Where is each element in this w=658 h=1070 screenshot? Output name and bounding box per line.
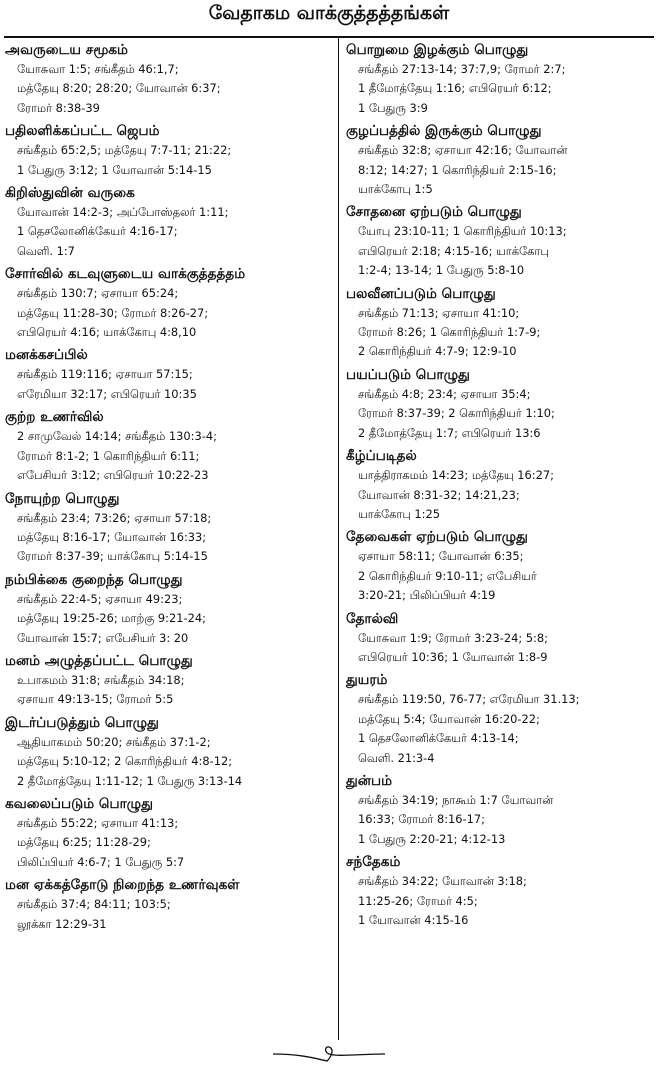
topic-section (5, 713, 333, 791)
verse-line: சங்கீதம் 65:2,5; மத்தேயு 7:7-11; 21:22; (17, 143, 232, 158)
verse-line: யோவான் 15:7; எபேசியர் 3: 20 (17, 630, 189, 645)
verse-line: மத்தேயு 8:20; 28:20; யோவான் 6:37; (17, 81, 221, 96)
page-title: வேதாகம வாக்குத்தத்தங்கள் (208, 2, 450, 24)
topic-section (5, 570, 333, 648)
verse-line: யோவான் 8:31-32; 14:21,23; (358, 487, 520, 502)
verse-line: 1 பேதுரு 3:9 (358, 100, 428, 115)
verse-line: ரோமர் 8:37-39; 2 கொரிந்தியர் 1:10; (358, 406, 555, 421)
topic-section (5, 489, 333, 567)
verse-line: சங்கீதம் 71:13; ஏசாயா 41:10; (358, 305, 520, 320)
verse-line: யாத்திராகமம் 14:23; மத்தேயு 16:27; (358, 468, 554, 483)
title-rule (4, 36, 654, 38)
topic-section (5, 794, 333, 872)
verse-line: யாக்கோபு 1:5 (358, 182, 433, 197)
topic-section (346, 527, 654, 605)
topic-section (346, 202, 654, 280)
verse-line: ஆதியாகமம் 50:20; சங்கீதம் 37:1-2; (17, 734, 211, 749)
verse-line: ரோமர் 8:37-39; யாக்கோபு 5:14-15 (17, 549, 208, 564)
verse-line: 2 தீமோத்தேயு 1:7; எபிரெயர் 13:6 (358, 425, 541, 440)
topic-heading: நம்பிக்கை குறைந்த பொழுது (5, 571, 183, 588)
verse-line: 1 யோவான் 4:15-16 (358, 913, 469, 927)
topic-section (5, 40, 333, 118)
verse-line: ரோமர் 8:26; 1 கொரிந்தியர் 1:7-9; (358, 325, 541, 340)
verse-line: சங்கீதம் 37:4; 84:11; 103:5; (17, 897, 171, 912)
verse-line: 2 கொரிந்தியர் 9:10-11; எபேசியர் (358, 568, 537, 583)
topic-section (346, 446, 654, 524)
verse-line: சங்கீதம் 22:4-5; ஏசாயா 49:23; (17, 591, 183, 606)
verse-line: எபிரெயர் 10:36; 1 யோவான் 1:8-9 (358, 649, 548, 664)
verse-line: சங்கீதம் 55:22; ஏசாயா 41:13; (17, 815, 179, 830)
verse-line: 16:33; ரோமர் 8:16-17; (358, 812, 485, 827)
verse-line: சங்கீதம் 130:7; ஏசாயா 65:24; (17, 286, 179, 301)
topic-heading: மனக்கசப்பில் (5, 347, 88, 364)
verse-line: எபேசியர் 3:12; எபிரெயர் 10:22-23 (17, 468, 209, 483)
verse-line: 1 தெசலோனிக்கேயர் 4:13-14; (358, 731, 519, 746)
topic-heading: சோர்வில் கடவுளுடைய வாக்குத்தத்தம் (5, 266, 246, 283)
verse-line: சங்கீதம் 32:8; ஏசாயா 42:16; யோவான் (358, 143, 568, 158)
verse-line: சங்கீதம் 119:50, 76-77; எரேமியா 31.13; (358, 692, 580, 707)
verse-line: மத்தேயு 5:10-12; 2 கொரிந்தியர் 4:8-12; (17, 754, 233, 769)
topic-heading: சோதனை ஏற்படும் பொழுது (346, 204, 522, 221)
topic-section (5, 345, 333, 404)
verse-line: மத்தேயு 5:4; யோவான் 16:20-22; (358, 711, 540, 726)
verse-line: உபாகமம் 31:8; சங்கீதம் 34:18; (17, 672, 185, 687)
verse-line: எபிரெயர் 2:18; 4:15-16; யாக்கோபு (358, 243, 549, 258)
verse-line: லூக்கா 12:29-31 (17, 916, 107, 931)
verse-line: சங்கீதம் 34:22; யோவான் 3:18; (358, 874, 527, 889)
verse-line: ஏசாயா 58:11; யோவான் 6:35; (358, 549, 524, 564)
verse-line: 1 தீமோத்தேயு 1:16; எபிரெயர் 6:12; (358, 81, 552, 96)
verse-line: பிலிப்பியர் 4:6-7; 1 பேதுரு 5:7 (17, 854, 185, 869)
verse-line: சங்கீதம் 23:4; 73:26; ஏசாயா 57:18; (17, 510, 212, 525)
verse-line: யோசுவா 1:9; ரோமர் 3:23-24; 5:8; (358, 630, 548, 645)
topic-section (346, 670, 654, 768)
flourish-divider-icon (0, 1043, 658, 1069)
topic-section (5, 875, 333, 934)
verse-line: ரோமர் 8:1-2; 1 கொரிந்தியர் 6:11; (17, 448, 200, 463)
topic-heading: தேவைகள் ஏற்படும் பொழுது (346, 529, 528, 546)
verse-line: 2 சாமுவேல் 14:14; சங்கீதம் 130:3-4; (17, 429, 217, 444)
topic-heading: பலவீனப்படும் பொழுது (346, 285, 496, 302)
topic-heading: கிறிஸ்துவின் வருகை (5, 185, 135, 202)
right-column (346, 40, 654, 933)
topic-heading: நோயுற்ற பொழுது (5, 490, 120, 507)
topic-heading: மனம் அழுத்தப்பட்ட பொழுது (5, 652, 193, 669)
topic-heading: அவருடைய சமூகம் (5, 42, 129, 58)
verse-line: மத்தேயு 8:16-17; யோவான் 16:33; (17, 529, 207, 544)
verse-line: எரேமியா 32:17; எபிரெயர் 10:35 (17, 386, 197, 401)
topic-heading: பொறுமை இழக்கும் பொழுது (346, 42, 529, 58)
verse-line: 11:25-26; ரோமர் 4:5; (358, 893, 478, 908)
verse-line: ரோமர் 8:38-39 (17, 100, 100, 115)
verse-line: 2 தீமோத்தேயு 1:11-12; 1 பேதுரு 3:13-14 (17, 773, 243, 788)
verse-line: 1:2-4; 13-14; 1 பேதுரு 5:8-10 (358, 263, 525, 278)
verse-line: ஏசாயா 49:13-15; ரோமர் 5:5 (17, 692, 174, 707)
topic-heading: பயப்படும் பொழுது (346, 366, 470, 383)
topic-heading: பதிலளிக்கப்பட்ட ஜெபம் (5, 123, 160, 140)
verse-line: சங்கீதம் 119:116; ஏசாயா 57:15; (17, 367, 193, 382)
topic-heading: குற்ற உணர்வில் (5, 409, 104, 426)
verse-line: சங்கீதம் 34:19; நாகூம் 1:7 யோவான் (358, 792, 554, 807)
verse-line: வெளி. 21:3-4 (358, 750, 435, 765)
topic-heading: தோல்வி (346, 610, 399, 627)
topic-heading: துன்பம் (346, 772, 393, 789)
topic-heading: கவலைப்படும் பொழுது (5, 795, 153, 812)
verse-line: 2 கொரிந்தியர் 4:7-9; 12:9-10 (358, 344, 517, 359)
topic-section (5, 121, 333, 180)
topic-heading: சந்தேகம் (346, 854, 401, 871)
topic-section (5, 183, 333, 261)
verse-line: 3:20-21; பிலிப்பியர் 4:19 (358, 588, 496, 603)
verse-line: 8:12; 14:27; 1 கொரிந்தியர் 2:15-16; (358, 162, 557, 177)
topic-section (346, 609, 654, 668)
topic-heading: கீழ்ப்படிதல் (346, 448, 417, 465)
topic-section (5, 264, 333, 342)
verse-line: வெளி. 1:7 (17, 243, 75, 258)
verse-line: யோபு 23:10-11; 1 கொரிந்தியர் 10:13; (358, 224, 567, 239)
topic-section (5, 407, 333, 485)
verse-line: சங்கீதம் 27:13-14; 37:7,9; ரோமர் 2:7; (358, 62, 566, 76)
verse-line: 1 பேதுரு 3:12; 1 யோவான் 5:14-15 (17, 162, 212, 177)
verse-line: எபிரெயர் 4:16; யாக்கோபு 4:8,10 (17, 325, 197, 340)
topic-heading: இடர்ப்படுத்தும் பொழுது (5, 714, 159, 731)
left-column (5, 40, 333, 937)
topic-section (346, 365, 654, 443)
verse-line: யாக்கோபு 1:25 (358, 506, 441, 521)
verse-line: 1 பேதுரு 2:20-21; 4:12-13 (358, 831, 506, 846)
verse-line: 1 தெசலோனிக்கேயர் 4:16-17; (17, 224, 178, 239)
topic-section (346, 852, 654, 930)
topic-section (346, 121, 654, 199)
topic-heading: குழப்பத்தில் இருக்கும் பொழுது (346, 123, 542, 140)
topic-section (5, 651, 333, 710)
verse-line: சங்கீதம் 4:8; 23:4; ஏசாயா 35:4; (358, 386, 531, 401)
topic-heading: மன ஏக்கத்தோடு நிறைந்த உணர்வுகள் (5, 877, 240, 894)
topic-section (346, 771, 654, 849)
topic-section (346, 40, 654, 118)
verse-line: மத்தேயு 11:28-30; ரோமர் 8:26-27; (17, 305, 209, 320)
column-divider (338, 38, 339, 1040)
topic-heading: துயரம் (346, 672, 388, 689)
topic-section (346, 284, 654, 362)
verse-line: மத்தேயு 6:25; 11:28-29; (17, 835, 151, 850)
verse-line: யோசுவா 1:5; சங்கீதம் 46:1,7; (17, 62, 179, 76)
verse-line: யோவான் 14:2-3; அப்போஸ்தலர் 1:11; (17, 205, 229, 220)
verse-line: மத்தேயு 19:25-26; மாற்கு 9:21-24; (17, 611, 206, 626)
